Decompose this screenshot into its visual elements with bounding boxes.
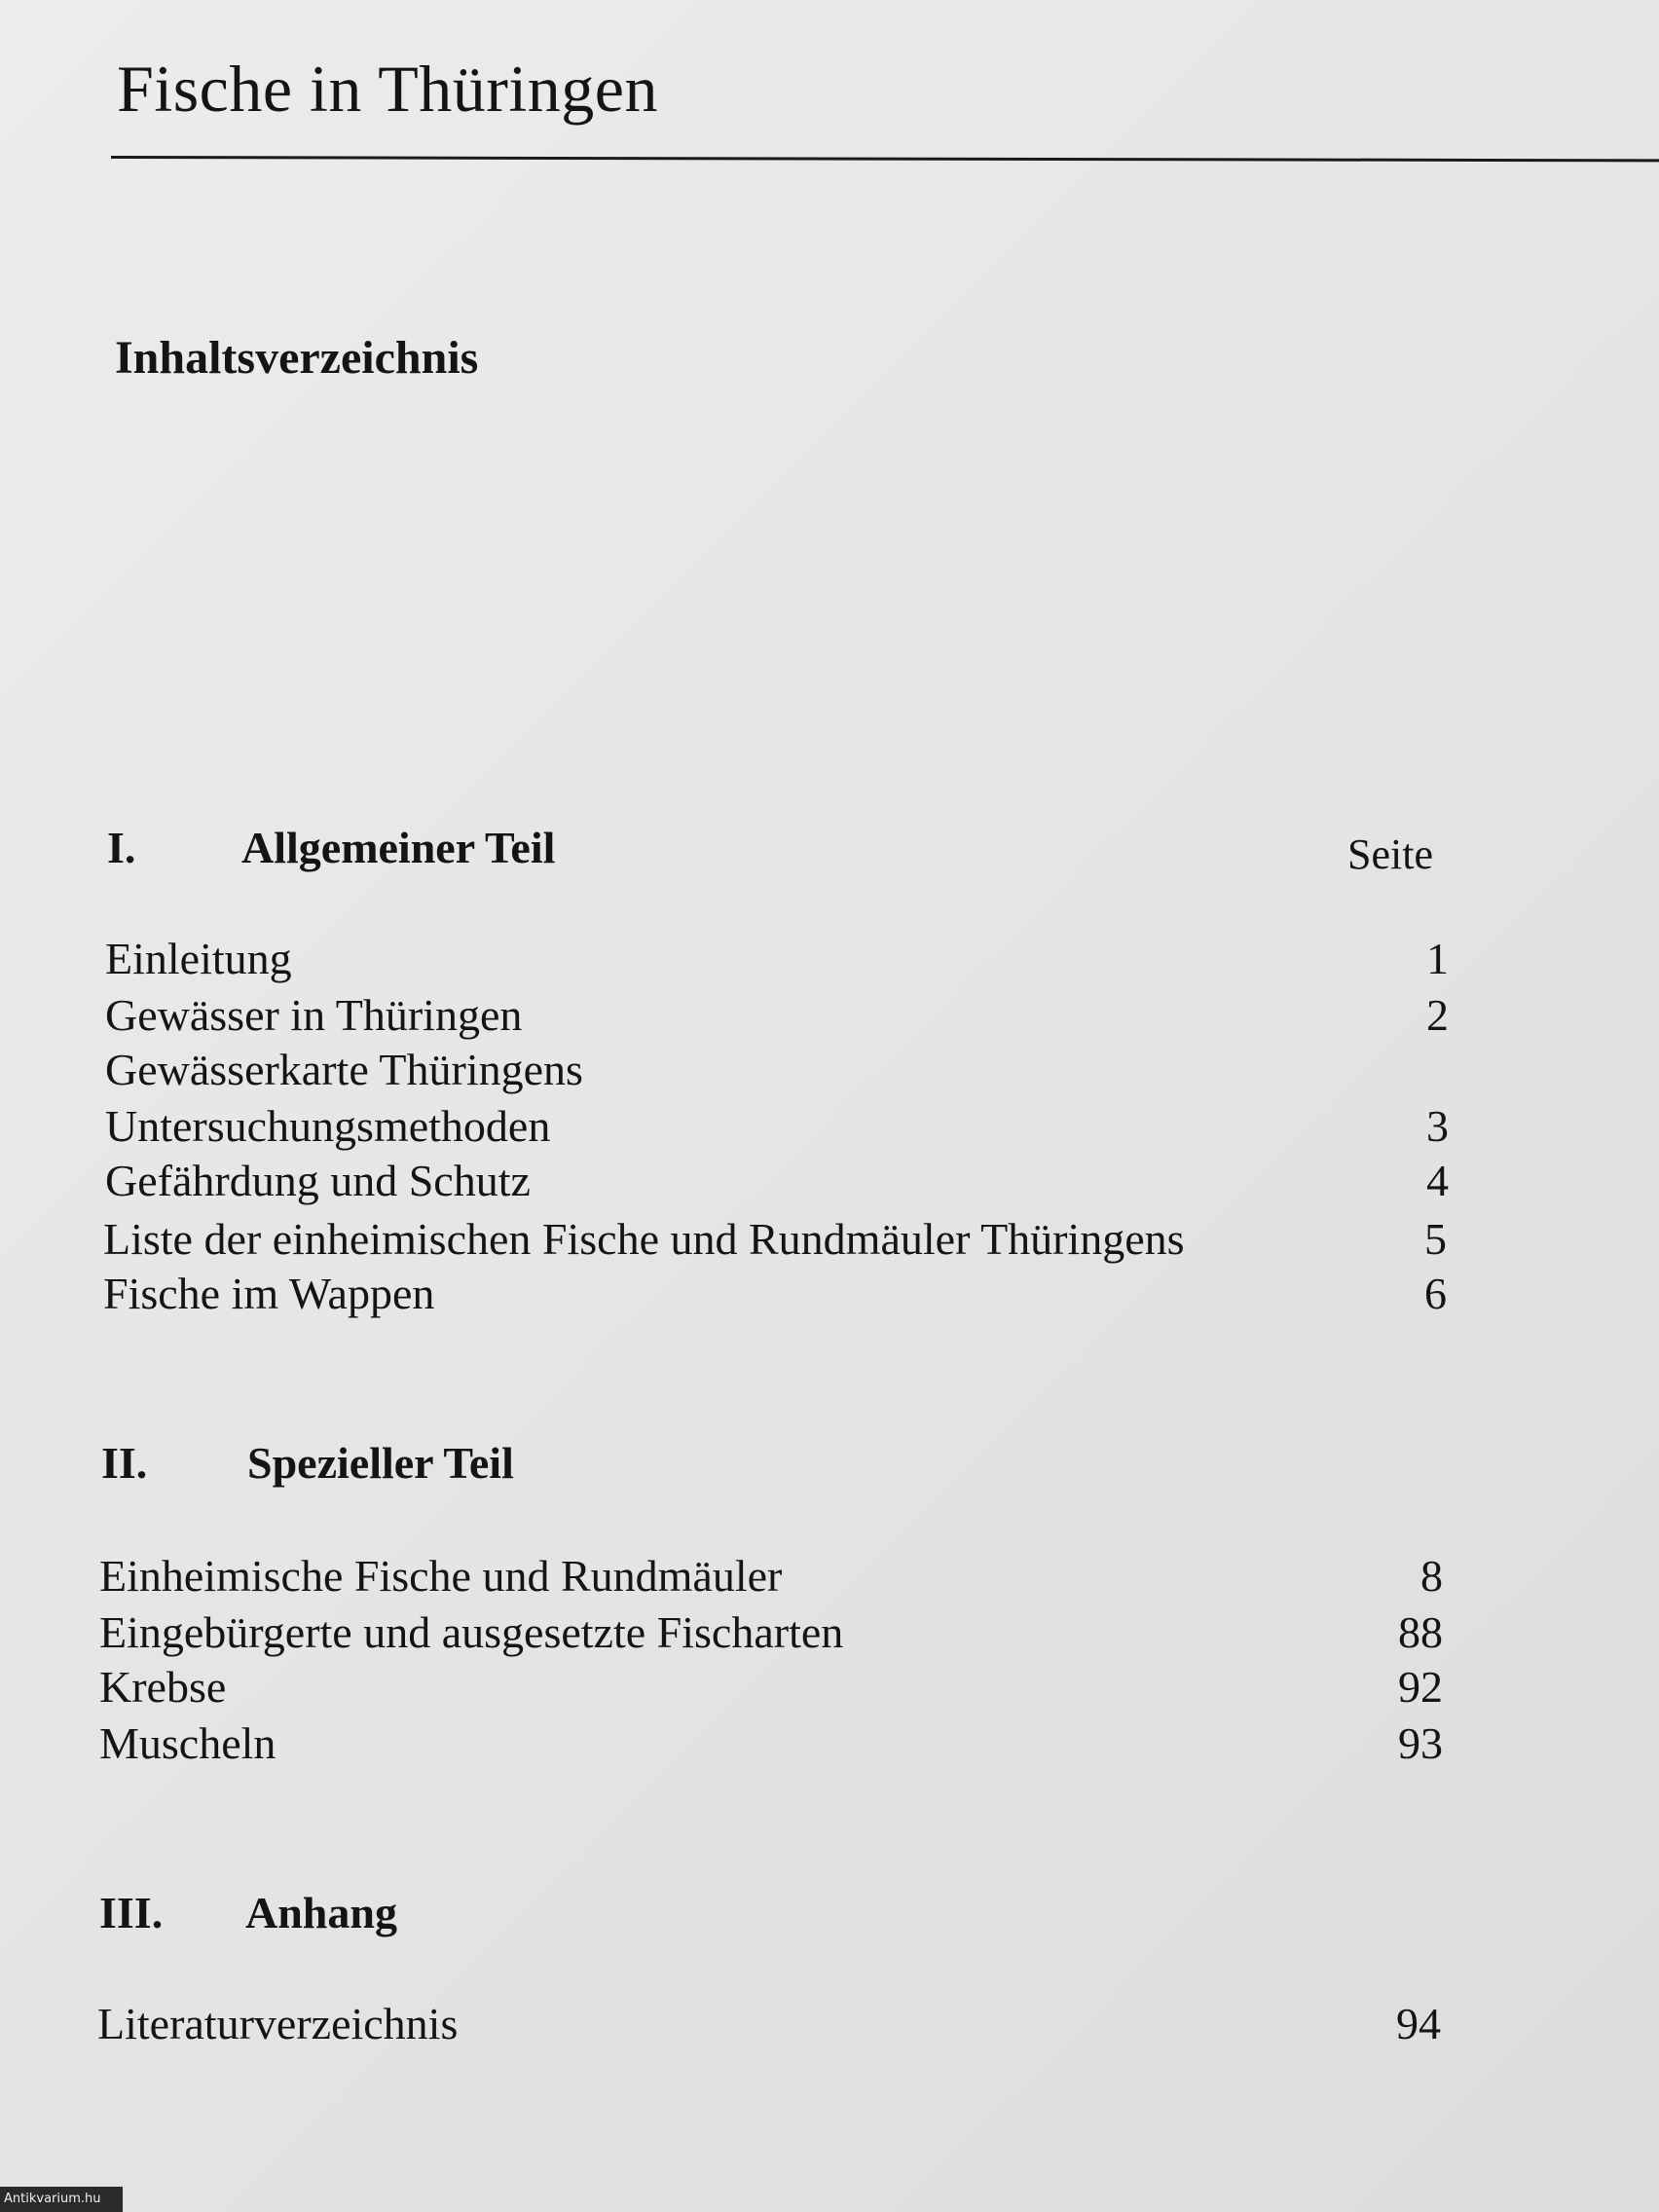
toc-entry [99,1717,1443,1772]
toc-entry-page: 88 [1398,1607,1443,1657]
watermark-label: Antikvarium.hu [0,2187,123,2212]
section-numeral: III. [99,1888,164,1937]
toc-entry-page: 94 [1396,1999,1441,2048]
toc-entry [103,1268,1447,1322]
toc-entry-page: 92 [1398,1662,1443,1712]
toc-entry-label: Gefährdung und Schutz [105,1156,531,1205]
toc-entry-label: Liste der einheimischen Fische und Rundmäuler Thüringens [103,1214,1185,1264]
toc-entry [105,933,1449,987]
toc-entry [99,1606,1443,1661]
toc-entry [105,1044,1449,1098]
toc-entry [97,1998,1441,2052]
toc-entry-label: Einheimische Fische und Rundmäuler [99,1551,783,1601]
toc-entry-page: 8 [1420,1551,1443,1601]
toc-entry-label: Einleitung [105,934,292,983]
toc-entry [105,1100,1449,1155]
toc-entry-page: 6 [1424,1269,1447,1318]
toc-entry-label: Krebse [99,1662,227,1712]
toc-entry-page: 3 [1426,1101,1449,1151]
section-title: Allgemeiner Teil [241,823,556,872]
toc-entry-page: 5 [1424,1214,1447,1264]
toc-entry [105,1155,1449,1209]
section-title: Spezieller Teil [247,1438,514,1488]
toc-entry-page: 2 [1426,990,1449,1040]
section-numeral: II. [101,1438,148,1488]
toc-entry-page: 93 [1398,1718,1443,1768]
toc-entry-label: Literaturverzeichnis [97,1999,459,2048]
toc-entry [99,1550,1443,1604]
toc-entry [99,1661,1443,1715]
toc-entry-label: Muscheln [99,1718,276,1768]
book-title: Fische in Thüringen [117,52,658,126]
toc-entry-label: Gewässerkarte Thüringens [105,1045,583,1094]
toc-entry-label: Untersuchungsmethoden [105,1101,551,1151]
section-title: Anhang [245,1888,397,1937]
toc-entry-page: 1 [1426,934,1449,983]
toc-entry [103,1213,1447,1268]
toc-entry-label: Fische im Wappen [103,1269,435,1318]
toc-entry-page: 4 [1426,1156,1449,1205]
page-column-label: Seite [1347,830,1433,878]
section-numeral: I. [107,823,136,872]
toc-entry [105,989,1449,1044]
toc-entry-label: Gewässer in Thüringen [105,990,523,1040]
toc-entry-label: Eingebürgerte und ausgesetzte Fischarten [99,1607,844,1657]
title-divider [111,156,1659,162]
toc-heading: Inhaltsverzeichnis [115,332,479,384]
